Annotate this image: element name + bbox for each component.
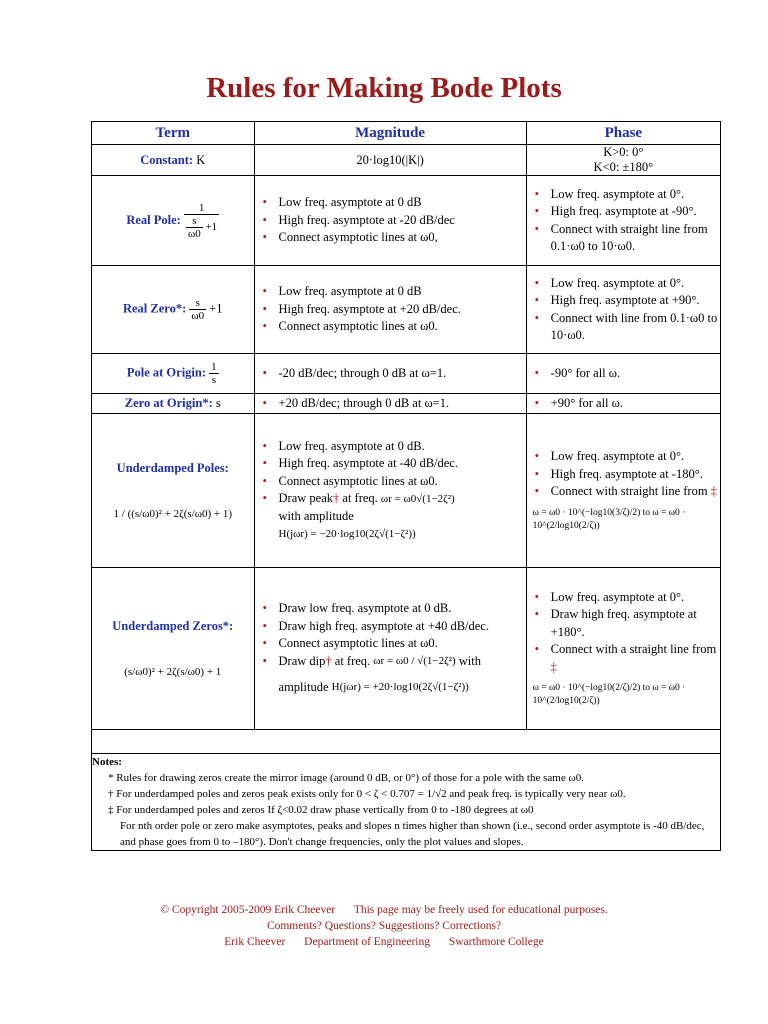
phase-item: • High freq. asymptote at -180°.: [533, 466, 720, 484]
term-pole-origin: [92, 354, 255, 394]
phase-zero-origin: [526, 394, 720, 414]
phase-formula: ω = ω0 · 10^(−log10(3/ζ)/2) to ω = ω0 · 10^(2/log10(2/ζ)): [532, 507, 686, 531]
row-zero-origin: [92, 394, 721, 414]
department-link[interactable]: Department of Engineering: [304, 936, 430, 948]
phase-item-connect: [533, 483, 720, 501]
term-label: Constant:: [140, 152, 194, 167]
mag-item: • Connect asymptotic lines at ω0,: [261, 229, 526, 247]
frac-num: 1: [211, 361, 217, 373]
pole-origin-fraction: [209, 361, 219, 386]
mag-real-pole: [254, 176, 526, 266]
row-notes: [92, 754, 721, 851]
frac-den: ω0: [187, 227, 201, 240]
mag-item: • Connect asymptotic lines at ω0.: [261, 473, 526, 491]
author-link[interactable]: Erik Cheever: [224, 936, 286, 948]
phase-item: • High freq. asymptote at +90°.: [533, 292, 720, 310]
phase-constant: [526, 145, 720, 176]
header-magnitude: Magnitude: [254, 122, 526, 145]
contact-text[interactable]: Comments? Questions? Suggestions? Corrections?: [266, 920, 502, 932]
term-label: Real Pole:: [126, 212, 181, 227]
phase-item: • -90° for all ω.: [533, 365, 720, 383]
phase-item: • Connect with line from 0.1·ω0 to 10·ω0.: [533, 310, 720, 345]
mag-item: • Connect asymptotic lines at ω0.: [261, 318, 526, 336]
usage-text: This page may be freely used for educational purposes.: [353, 904, 608, 916]
term-label: Underdamped Zeros*:: [112, 618, 234, 633]
mag-item-dip: [261, 653, 526, 697]
mag-item: • Draw high freq. asymptote at +40 dB/dec.: [261, 618, 526, 636]
peak-prefix: Draw peak: [278, 491, 334, 506]
phase-underdamped-poles: [526, 414, 720, 568]
term-underdamped-poles: [92, 414, 255, 568]
dagger-mark: †: [325, 653, 332, 668]
phase-item: • Low freq. asymptote at 0°.: [533, 448, 720, 466]
phase-item: • High freq. asymptote at -90°.: [533, 203, 720, 221]
notes-cell: [92, 754, 721, 851]
mag-item: • High freq. asymptote at +20 dB/dec.: [261, 301, 526, 319]
underdamped-zeros-formula: (s/ω0)² + 2ζ(s/ω0) + 1: [124, 665, 222, 678]
mag-real-zero: [254, 266, 526, 354]
dagger-mark: †: [333, 491, 340, 506]
amp-line: [279, 679, 526, 697]
peak-formula: ωr = ω0√(1−2ζ²): [380, 492, 455, 505]
dip-suffix: with: [458, 653, 481, 668]
mag-item: • High freq. asymptote at -40 dB/dec.: [261, 455, 526, 473]
dip-formula: ωr = ω0 / √(1−2ζ²): [373, 655, 456, 668]
row-pole-origin: [92, 354, 721, 394]
phase-line: K>0: 0°: [603, 145, 644, 159]
frac-den: s: [211, 374, 217, 386]
row-underdamped-poles: [92, 414, 721, 568]
amp-formula: H(jωr) = +20·log10(2ζ√(1−ζ²)): [331, 681, 469, 694]
real-zero-fraction: [189, 297, 206, 322]
note-1: * Rules for drawing zeros create the mirror image (around 0 dB, or 0°) of those for a pole with the same ω0.: [108, 772, 584, 784]
term-constant: [92, 145, 255, 176]
dip-prefix: Draw dip: [278, 653, 326, 668]
mag-item-peak: [261, 490, 526, 543]
frac-num: 1: [184, 202, 219, 215]
term-symbol: K: [196, 152, 206, 167]
underdamped-poles-formula: 1 / ((s/ω0)² + 2ζ(s/ω0) + 1): [113, 507, 232, 520]
frac-num: s: [186, 215, 203, 228]
college-link[interactable]: Swarthmore College: [448, 936, 544, 948]
phase-pole-origin: [526, 354, 720, 394]
term-underdamped-zeros: [92, 568, 255, 730]
phase-item-connect: [533, 641, 720, 676]
connect-text: Connect with a straight line from: [550, 642, 717, 657]
footer-line-3: [0, 934, 768, 950]
amp-formula: H(jωr) = −20·log10(2ζ√(1−ζ²)): [278, 527, 416, 540]
phase-item: • Low freq. asymptote at 0°.: [533, 589, 720, 607]
footer-line-1: [0, 902, 768, 918]
phase-underdamped-zeros: [526, 568, 720, 730]
term-label: Real Zero*:: [122, 301, 187, 316]
term-label: Zero at Origin*:: [124, 396, 213, 410]
frac-plus: +1: [205, 220, 218, 233]
mag-item: • Low freq. asymptote at 0 dB.: [261, 438, 526, 456]
term-real-zero: [92, 266, 255, 354]
note-4: For nth order pole or zero make asymptotes, peaks and slopes n times higher than shown (i.e., second order asymptote is -40 dB/dec, and phase goes from 0 to –180°). Don't change frequencies, only the plot values and slopes.: [120, 820, 705, 848]
phase-real-zero: [526, 266, 720, 354]
row-spacer: [92, 730, 721, 754]
note-2: † For underdamped poles and zeros peak exists only for 0 < ζ < 0.707 = 1/√2 and peak freq. is typically very near ω0.: [108, 788, 626, 800]
phase-item: • Draw high freq. asymptote at +180°.: [533, 606, 720, 641]
term-label: Underdamped Poles:: [116, 460, 229, 475]
mag-text: 20·log10(|K|): [356, 152, 424, 167]
term-label: Pole at Origin:: [126, 365, 207, 380]
phase-item: • Connect with straight line from 0.1·ω0 to 10·ω0.: [533, 221, 720, 256]
phase-line: K<0: ±180°: [593, 160, 654, 174]
spacer-cell: [92, 730, 721, 754]
frac-den: ω0: [191, 310, 205, 322]
peak-mid: at freq.: [342, 491, 378, 506]
amp-label: with amplitude: [278, 509, 354, 523]
mag-underdamped-zeros: [254, 568, 526, 730]
mag-item: • -20 dB/dec; through 0 dB at ω=1.: [261, 365, 526, 383]
term-symbol: s: [215, 396, 221, 410]
phase-formula: ω = ω0 · 10^(−log10(2/ζ)/2) to ω = ω0 · 10^(2/log10(2/ζ)): [532, 683, 686, 707]
mag-item: • +20 dB/dec; through 0 dB at ω=1.: [261, 395, 526, 413]
mag-zero-origin: [254, 394, 526, 414]
mag-item: • Low freq. asymptote at 0 dB: [261, 194, 526, 212]
mag-item: • Low freq. asymptote at 0 dB: [261, 283, 526, 301]
row-real-pole: [92, 176, 721, 266]
phase-item: • Low freq. asymptote at 0°.: [533, 186, 720, 204]
mag-item: • Draw low freq. asymptote at 0 dB.: [261, 600, 526, 618]
row-real-zero: [92, 266, 721, 354]
row-underdamped-zeros: [92, 568, 721, 730]
connect-text: Connect with straight line from: [550, 484, 708, 499]
double-dagger-mark: ‡: [550, 659, 557, 674]
mag-item: • High freq. asymptote at -20 dB/dec: [261, 212, 526, 230]
header-row: [92, 122, 721, 145]
amp-label: amplitude: [278, 679, 329, 694]
phase-real-pole: [526, 176, 720, 266]
mag-pole-origin: [254, 354, 526, 394]
phase-item: • Low freq. asymptote at 0°.: [533, 275, 720, 293]
header-term: Term: [92, 122, 255, 145]
term-zero-origin: [92, 394, 255, 414]
frac-den: [184, 215, 219, 240]
dip-mid: at freq.: [334, 653, 371, 668]
footer: [0, 902, 768, 950]
double-dagger-mark: ‡: [710, 484, 717, 499]
mag-item: • Connect asymptotic lines at ω0.: [261, 635, 526, 653]
mag-constant: [254, 145, 526, 176]
frac-plus: +1: [209, 301, 223, 316]
note-3: ‡ For underdamped poles and zeros If ζ<0.02 draw phase vertically from 0 to -180 degrees at ω0: [108, 804, 534, 816]
term-real-pole: [92, 176, 255, 266]
real-pole-fraction: [184, 202, 219, 240]
inner-frac: [186, 215, 203, 240]
notes-label: Notes:: [92, 756, 122, 768]
page-title: Rules for Making Bode Plots: [206, 72, 562, 104]
mag-underdamped-poles: [254, 414, 526, 568]
header-phase: Phase: [526, 122, 720, 145]
copyright-text: © Copyright 2005-2009 Erik Cheever: [160, 904, 336, 916]
frac-num: s: [189, 297, 206, 310]
phase-item: • +90° for all ω.: [533, 395, 720, 413]
bode-rules-table: [91, 121, 721, 851]
row-constant: [92, 145, 721, 176]
